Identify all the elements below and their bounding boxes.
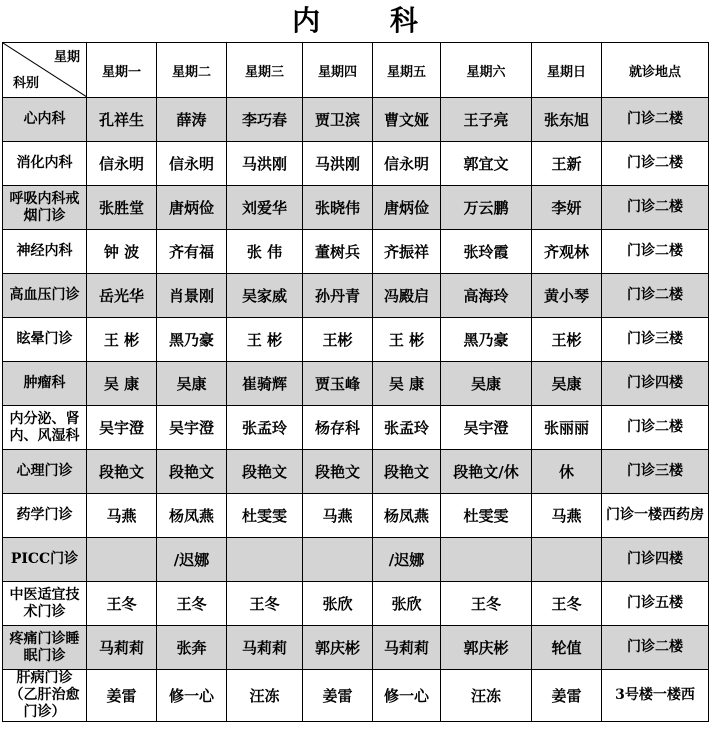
doctor-cell: 王 彬 — [227, 318, 303, 362]
department-cell: 神经内科 — [3, 230, 87, 274]
location-cell: 门诊二楼 — [602, 186, 709, 230]
location-cell: 门诊四楼 — [602, 362, 709, 406]
department-cell: PICC门诊 — [3, 538, 87, 582]
doctor-cell: 黑乃豪 — [441, 318, 532, 362]
location-cell: 门诊二楼 — [602, 98, 709, 142]
doctor-cell: 杨凤燕 — [157, 494, 227, 538]
doctor-cell: 王新 — [532, 142, 602, 186]
doctor-cell: 李妍 — [532, 186, 602, 230]
doctor-cell: 崔骑辉 — [227, 362, 303, 406]
location-header: 就诊地点 — [602, 43, 709, 98]
doctor-cell: 马莉莉 — [227, 626, 303, 670]
doctor-cell: 吴 康 — [87, 362, 157, 406]
doctor-cell: 郭宜文 — [441, 142, 532, 186]
header-row — [3, 43, 709, 98]
doctor-cell: 王子亮 — [441, 98, 532, 142]
doctor-cell: 信永明 — [87, 142, 157, 186]
doctor-cell: 齐有福 — [157, 230, 227, 274]
doctor-cell: 王冬 — [441, 582, 532, 626]
corner-header — [3, 43, 87, 98]
table-row — [3, 626, 709, 670]
doctor-cell — [441, 538, 532, 582]
doctor-cell: 刘爱华 — [227, 186, 303, 230]
doctor-cell: /迟娜 — [157, 538, 227, 582]
doctor-cell: 贾玉峰 — [303, 362, 373, 406]
doctor-cell: 段艳文 — [227, 450, 303, 494]
doctor-cell: 王冬 — [157, 582, 227, 626]
location-cell: 门诊二楼 — [602, 406, 709, 450]
day-header: 星期二 — [157, 43, 227, 98]
table-row — [3, 582, 709, 626]
doctor-cell: 万云鹏 — [441, 186, 532, 230]
doctor-cell: 岳光华 — [87, 274, 157, 318]
table-row — [3, 670, 709, 722]
doctor-cell: 唐炳俭 — [373, 186, 441, 230]
department-cell: 中医适宜技术门诊 — [3, 582, 87, 626]
doctor-cell: 马燕 — [303, 494, 373, 538]
doctor-cell: 冯殿启 — [373, 274, 441, 318]
doctor-cell: 唐炳俭 — [157, 186, 227, 230]
department-cell: 内分泌、肾内、风湿科 — [3, 406, 87, 450]
doctor-cell: 汪冻 — [441, 670, 532, 722]
location-cell: 门诊五楼 — [602, 582, 709, 626]
doctor-cell: 李巧春 — [227, 98, 303, 142]
doctor-cell: 贾卫滨 — [303, 98, 373, 142]
table-row — [3, 362, 709, 406]
doctor-cell: 张东旭 — [532, 98, 602, 142]
doctor-cell: 郭庆彬 — [303, 626, 373, 670]
department-cell: 高血压门诊 — [3, 274, 87, 318]
doctor-cell: 汪冻 — [227, 670, 303, 722]
department-cell: 消化内科 — [3, 142, 87, 186]
doctor-cell: 姜雷 — [532, 670, 602, 722]
doctor-cell: 段艳文 — [87, 450, 157, 494]
day-header: 星期五 — [373, 43, 441, 98]
doctor-cell: 吴 康 — [373, 362, 441, 406]
doctor-cell — [87, 538, 157, 582]
table-row — [3, 230, 709, 274]
day-header: 星期一 — [87, 43, 157, 98]
location-cell: 门诊一楼西药房 — [602, 494, 709, 538]
table-row — [3, 538, 709, 582]
doctor-cell — [303, 538, 373, 582]
doctor-cell: 张孟玲 — [227, 406, 303, 450]
doctor-cell: 轮值 — [532, 626, 602, 670]
doctor-cell: 张欣 — [373, 582, 441, 626]
doctor-cell: 薛涛 — [157, 98, 227, 142]
doctor-cell: 吴康 — [157, 362, 227, 406]
location-cell: 门诊三楼 — [602, 318, 709, 362]
doctor-cell: 王 彬 — [87, 318, 157, 362]
doctor-cell: 张奔 — [157, 626, 227, 670]
doctor-cell: 高海玲 — [441, 274, 532, 318]
corner-bottom-label: 科别 — [13, 76, 40, 91]
corner-top-label: 星期 — [53, 50, 80, 65]
location-cell: 门诊三楼 — [602, 450, 709, 494]
location-cell: 门诊二楼 — [602, 142, 709, 186]
doctor-cell: 齐振祥 — [373, 230, 441, 274]
department-cell: 肝病门诊（乙肝治愈门诊） — [3, 670, 87, 722]
day-header: 星期三 — [227, 43, 303, 98]
doctor-cell: 王冬 — [532, 582, 602, 626]
doctor-cell: 张孟玲 — [373, 406, 441, 450]
doctor-cell: 张晓伟 — [303, 186, 373, 230]
doctor-cell: 王冬 — [227, 582, 303, 626]
location-cell: 3号楼一楼西 — [602, 670, 709, 722]
doctor-cell: 马洪刚 — [303, 142, 373, 186]
doctor-cell: 张欣 — [303, 582, 373, 626]
page-title: 内 科 — [292, 4, 448, 37]
doctor-cell: 吴宇澄 — [441, 406, 532, 450]
doctor-cell: 钟 波 — [87, 230, 157, 274]
doctor-cell: 王 彬 — [373, 318, 441, 362]
doctor-cell: 王冬 — [87, 582, 157, 626]
table-row — [3, 98, 709, 142]
location-cell: 门诊二楼 — [602, 274, 709, 318]
doctor-cell: 马莉莉 — [87, 626, 157, 670]
day-header: 星期日 — [532, 43, 602, 98]
doctor-cell: 段艳文 — [157, 450, 227, 494]
doctor-cell: 吴宇澄 — [157, 406, 227, 450]
doctor-cell: 马燕 — [87, 494, 157, 538]
doctor-cell: 杨凤燕 — [373, 494, 441, 538]
department-cell: 疼痛门诊睡眠门诊 — [3, 626, 87, 670]
doctor-cell: 董树兵 — [303, 230, 373, 274]
doctor-cell: 杜雯雯 — [441, 494, 532, 538]
doctor-cell: 马洪刚 — [227, 142, 303, 186]
doctor-cell: 姜雷 — [303, 670, 373, 722]
doctor-cell: 黑乃豪 — [157, 318, 227, 362]
doctor-cell: 杨存科 — [303, 406, 373, 450]
table-row — [3, 450, 709, 494]
doctor-cell: /迟娜 — [373, 538, 441, 582]
doctor-cell: 张玲霞 — [441, 230, 532, 274]
table-row — [3, 274, 709, 318]
department-cell: 肿瘤科 — [3, 362, 87, 406]
doctor-cell: 姜雷 — [87, 670, 157, 722]
department-cell: 心理门诊 — [3, 450, 87, 494]
table-row — [3, 406, 709, 450]
doctor-cell: 杜雯雯 — [227, 494, 303, 538]
doctor-cell — [227, 538, 303, 582]
doctor-cell: 段艳文 — [303, 450, 373, 494]
doctor-cell: 修一心 — [373, 670, 441, 722]
day-header: 星期六 — [441, 43, 532, 98]
doctor-cell: 曹文娅 — [373, 98, 441, 142]
doctor-cell: 孙丹青 — [303, 274, 373, 318]
doctor-cell: 张胜堂 — [87, 186, 157, 230]
doctor-cell: 张 伟 — [227, 230, 303, 274]
location-cell: 门诊二楼 — [602, 626, 709, 670]
doctor-cell — [532, 538, 602, 582]
doctor-cell: 孔祥生 — [87, 98, 157, 142]
doctor-cell: 肖景刚 — [157, 274, 227, 318]
doctor-cell: 吴康 — [532, 362, 602, 406]
schedule-table — [2, 42, 709, 722]
doctor-cell: 修一心 — [157, 670, 227, 722]
table-row — [3, 318, 709, 362]
day-header: 星期四 — [303, 43, 373, 98]
doctor-cell: 黄小琴 — [532, 274, 602, 318]
table-row — [3, 142, 709, 186]
table-row — [3, 186, 709, 230]
doctor-cell: 马燕 — [532, 494, 602, 538]
department-cell: 药学门诊 — [3, 494, 87, 538]
location-cell: 门诊二楼 — [602, 230, 709, 274]
doctor-cell: 信永明 — [373, 142, 441, 186]
doctor-cell: 王彬 — [303, 318, 373, 362]
doctor-cell: 段艳文 — [373, 450, 441, 494]
doctor-cell: 齐观林 — [532, 230, 602, 274]
department-cell: 呼吸内科戒烟门诊 — [3, 186, 87, 230]
table-row — [3, 494, 709, 538]
doctor-cell: 马莉莉 — [373, 626, 441, 670]
doctor-cell: 张丽丽 — [532, 406, 602, 450]
department-cell: 眩晕门诊 — [3, 318, 87, 362]
location-cell: 门诊四楼 — [602, 538, 709, 582]
doctor-cell: 吴家威 — [227, 274, 303, 318]
doctor-cell: 郭庆彬 — [441, 626, 532, 670]
doctor-cell: 吴宇澄 — [87, 406, 157, 450]
doctor-cell: 段艳文/休 — [441, 450, 532, 494]
doctor-cell: 休 — [532, 450, 602, 494]
doctor-cell: 信永明 — [157, 142, 227, 186]
doctor-cell: 吴康 — [441, 362, 532, 406]
doctor-cell: 王彬 — [532, 318, 602, 362]
department-cell: 心内科 — [3, 98, 87, 142]
